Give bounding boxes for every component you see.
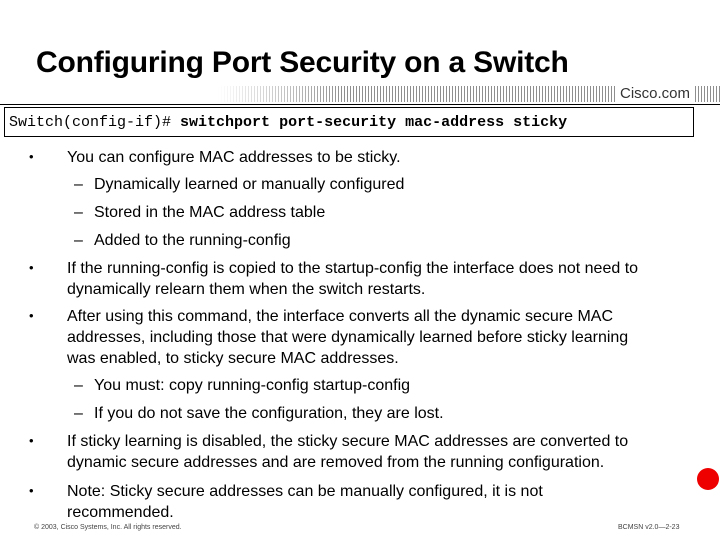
- bullet-2-line-2: dynamically relearn them when the switch restarts.: [67, 281, 426, 298]
- bullet-3-sub-1: You must: copy running-config startup-config: [94, 377, 411, 394]
- sub-bullet-marker: –: [74, 377, 83, 394]
- footer-slide-number: BCMSN v2.0—2-23: [618, 524, 680, 531]
- bullet-4-line-2: dynamic secure addresses and are removed from the running configuration.: [67, 454, 605, 471]
- command-prompt: Switch(config-if)#: [9, 114, 172, 131]
- bullet-3-line-1: After using this command, the interface converts all the dynamic secure MAC: [67, 308, 614, 325]
- bullet-2-text: [67, 258, 715, 300]
- bullet-3-sub-2: If you do not save the configuration, they are lost.: [94, 405, 444, 422]
- sub-bullet-marker: –: [74, 204, 83, 221]
- bullet-marker: •: [29, 260, 34, 275]
- title-divider: [0, 104, 720, 105]
- bullet-4-line-1: If sticky learning is disabled, the sticky secure MAC addresses are converted to: [67, 433, 629, 450]
- bullet-1-sub-3: Added to the running-config: [94, 232, 291, 249]
- footer-copyright: © 2003, Cisco Systems, Inc. All rights reserved.: [34, 524, 182, 531]
- bullet-1-sub-1: Dynamically learned or manually configured: [94, 176, 405, 193]
- bullet-5-text: [67, 481, 715, 523]
- command-line: [9, 114, 567, 131]
- bullet-marker: •: [29, 433, 34, 448]
- bullet-1-sub-2: Stored in the MAC address table: [94, 204, 326, 221]
- slide-title: Configuring Port Security on a Switch: [36, 46, 569, 79]
- bullet-marker: •: [29, 149, 34, 164]
- bullet-4-text: [67, 431, 715, 473]
- sub-bullet-marker: –: [74, 405, 83, 422]
- laser-pointer-dot: [697, 468, 719, 490]
- bullet-3-text: [67, 306, 715, 369]
- command-box: [4, 107, 694, 137]
- sub-bullet-marker: –: [74, 232, 83, 249]
- brand-logo-text: Cisco.com: [616, 86, 694, 102]
- bullet-marker: •: [29, 308, 34, 323]
- bullet-5-line-1: Note: Sticky secure addresses can be manually configured, it is not: [67, 483, 543, 500]
- bullet-1-line-1: You can configure MAC addresses to be sticky.: [67, 149, 401, 166]
- bullet-1-text: [67, 147, 715, 168]
- bullet-2-line-1: If the running-config is copied to the startup-config the interface does not need to: [67, 260, 639, 277]
- bullet-3-line-3: was enabled, to sticky secure MAC addresses.: [67, 350, 399, 367]
- bullet-5-line-2: recommended.: [67, 504, 174, 521]
- sub-bullet-marker: –: [74, 176, 83, 193]
- command-text: switchport port-security mac-address sticky: [180, 114, 568, 131]
- bullet-marker: •: [29, 483, 34, 498]
- bullet-3-line-2: addresses, including those that were dynamically learned before sticky learning: [67, 329, 629, 346]
